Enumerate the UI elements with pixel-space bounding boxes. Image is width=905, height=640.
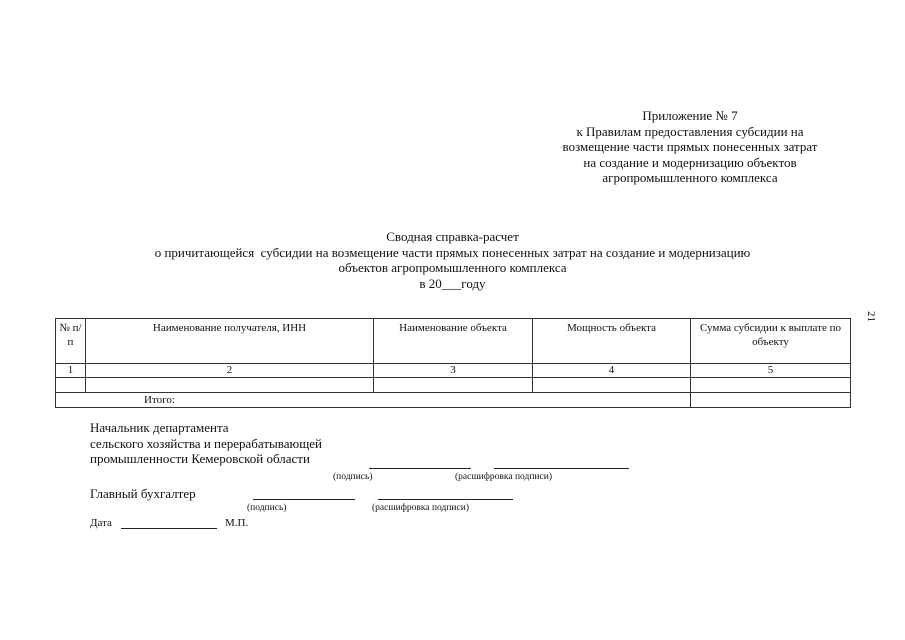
table-cell: [56, 378, 86, 393]
title-line: объектов агропромышленного комплекса: [338, 260, 567, 275]
appendix-line: агропромышленного комплекса: [602, 170, 778, 185]
document-title: [100, 229, 805, 291]
appendix-line: Приложение № 7: [642, 108, 738, 123]
total-row: [56, 393, 851, 408]
header-cell-recipient: Наименование получателя, ИНН: [86, 319, 374, 364]
page-number: 21: [865, 311, 877, 322]
table-row: [56, 378, 851, 393]
accountant-signature-line: [253, 499, 355, 500]
date-label: Дата: [90, 517, 112, 529]
table-header-row: [56, 319, 851, 364]
date-line: [121, 528, 217, 529]
table-cell: [533, 378, 691, 393]
table-cell: [86, 378, 374, 393]
accountant-transcript-caption: (расшифровка подписи): [372, 503, 469, 513]
title-line: в 20___году: [419, 275, 486, 291]
appendix-line: возмещение части прямых понесенных затрат: [562, 139, 818, 154]
head-transcript-line: [494, 468, 629, 469]
appendix-line: к Правилам предоставления субсидии на: [576, 123, 804, 139]
header-cell-capacity: Мощность объекта: [533, 319, 691, 364]
stamp-label: М.П.: [225, 517, 249, 529]
accountant-transcript-line: [378, 499, 513, 500]
total-value-cell: [691, 393, 851, 408]
title-line: Сводная справка-расчет: [386, 229, 519, 244]
total-label: Итого:: [56, 393, 691, 408]
title-line: о причитающейся субсидии на возмещение части прямых понесенных затрат на создание и модернизацию: [154, 244, 751, 260]
column-number: 3: [374, 364, 533, 378]
appendix-line: на создание и модернизацию объектов: [583, 154, 797, 170]
header-cell-amount: Сумма субсидии к выплате по объекту: [691, 319, 851, 364]
column-number: 5: [691, 364, 851, 378]
head-signature-caption: (подпись): [333, 472, 373, 482]
head-position-line: промышленности Кемеровской области: [90, 451, 310, 466]
head-signature-line: [369, 468, 471, 469]
column-number: 4: [533, 364, 691, 378]
accountant-label: Главный бухгалтер: [90, 486, 196, 501]
appendix-block: [520, 108, 860, 186]
head-position-line: Начальник департамента: [90, 420, 229, 435]
head-position-block: [90, 420, 322, 467]
header-cell-object: Наименование объекта: [374, 319, 533, 364]
column-number-row: [56, 364, 851, 378]
accountant-signature-caption: (подпись): [247, 503, 287, 513]
table-cell: [691, 378, 851, 393]
head-position-line: сельского хозяйства и перерабатывающей: [90, 435, 322, 451]
table-cell: [374, 378, 533, 393]
subsidy-table: [55, 318, 851, 408]
head-transcript-caption: (расшифровка подписи): [455, 472, 552, 482]
column-number: 2: [86, 364, 374, 378]
column-number: 1: [56, 364, 86, 378]
header-cell-number: № п/п: [56, 319, 86, 364]
